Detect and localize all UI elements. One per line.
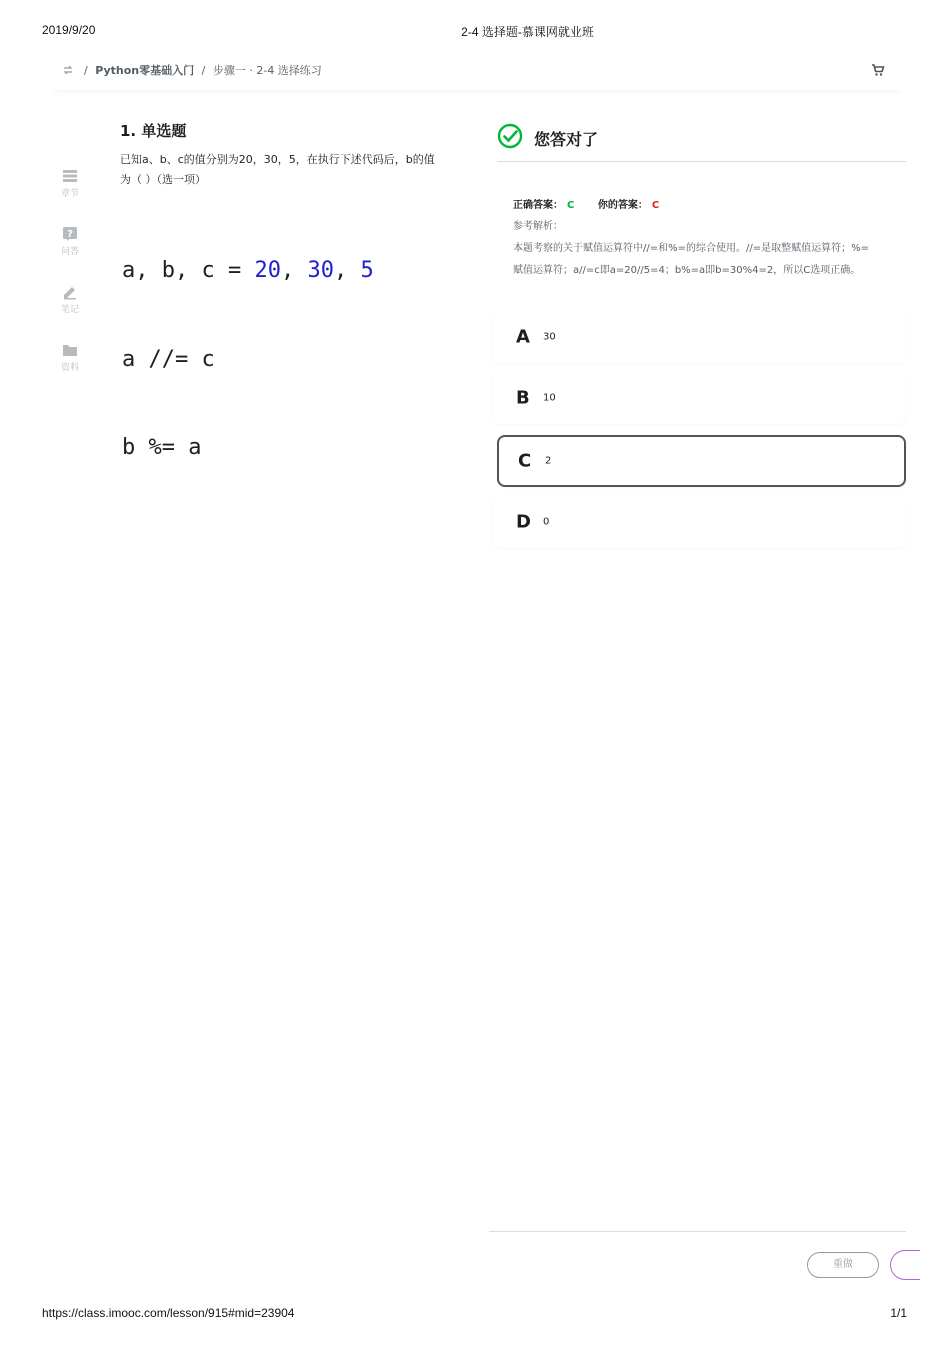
- sidebar-item-chapter[interactable]: [52, 168, 88, 199]
- analysis-label: 参考解析：: [513, 221, 563, 232]
- option-a[interactable]: [493, 311, 906, 363]
- swap-icon[interactable]: [62, 61, 74, 80]
- question-title: 1. 单选题: [120, 122, 187, 140]
- code-line-3: b %= a: [122, 435, 202, 460]
- sidebar-item-label: 问答: [60, 247, 79, 257]
- option-value: 10: [543, 392, 556, 404]
- cart-icon[interactable]: [871, 62, 885, 81]
- sidebar-item-qa[interactable]: [52, 226, 88, 257]
- result-divider: [497, 161, 906, 162]
- sidebar-item-label: 笔记: [60, 305, 79, 315]
- analysis-line-2: 赋值运算符；a//=c即a=20//5=4；b%=a即b=30%4=2，所以C选项正确。: [513, 265, 861, 276]
- option-b[interactable]: [493, 372, 906, 424]
- option-value: 30: [543, 331, 556, 343]
- code-line-1: a, b, c = 20, 30, 5: [122, 258, 374, 283]
- sidebar-item-label: 章节: [60, 189, 79, 199]
- question-icon: [62, 226, 78, 242]
- print-date: 2019/9/20: [42, 23, 96, 37]
- option-letter: B: [516, 387, 530, 409]
- svg-text:?: ?: [67, 229, 73, 240]
- next-button[interactable]: [890, 1250, 920, 1280]
- your-answer-value: C: [651, 200, 660, 211]
- check-circle-icon: [497, 123, 523, 153]
- your-answer-label: 你的答案：: [597, 200, 648, 211]
- sidebar-item-materials[interactable]: [52, 342, 88, 373]
- sidebar-item-label: 资料: [60, 363, 79, 373]
- option-c[interactable]: [497, 435, 906, 487]
- option-d[interactable]: [493, 496, 906, 548]
- chapter-icon: [62, 168, 78, 184]
- breadcrumb-course[interactable]: Python零基础入门: [95, 64, 195, 77]
- breadcrumb: [84, 62, 322, 78]
- print-page: 1/1: [890, 1306, 907, 1320]
- footer-divider: [489, 1231, 906, 1232]
- correct-answer-label: 正确答案：: [513, 200, 563, 211]
- option-letter: D: [516, 511, 531, 533]
- code-line-2: a //= c: [122, 346, 215, 372]
- folder-icon: [62, 342, 78, 358]
- analysis: [513, 216, 906, 282]
- breadcrumb-sep: /: [84, 64, 88, 77]
- breadcrumb-lesson: 步骤一 · 2-4 选择练习: [212, 64, 322, 77]
- option-value: 0: [543, 516, 550, 528]
- sidebar-item-notes[interactable]: [52, 284, 88, 315]
- print-title: 2-4 选择题-慕课网就业班: [461, 25, 594, 39]
- option-letter: A: [516, 326, 530, 348]
- redo-button[interactable]: 重做: [807, 1252, 879, 1278]
- analysis-line-1: 本题考察的关于赋值运算符中//=和%=的综合使用。//=是取整赋值运算符；%=: [513, 243, 869, 254]
- option-value: 2: [545, 455, 552, 467]
- correct-answer-value: C: [567, 200, 575, 211]
- question-text: 已知a、b、c的值分别为20，30，5，在执行下述代码后，b的值为（ ）（选一项）: [120, 153, 435, 186]
- result-title: 您答对了: [534, 130, 599, 149]
- pencil-icon: [62, 284, 78, 300]
- breadcrumb-sep: /: [201, 64, 206, 77]
- answer-summary: [513, 196, 659, 211]
- print-url: https://class.imooc.com/lesson/915#mid=23904: [42, 1306, 295, 1320]
- option-letter: C: [518, 450, 532, 472]
- code-block: [122, 197, 374, 492]
